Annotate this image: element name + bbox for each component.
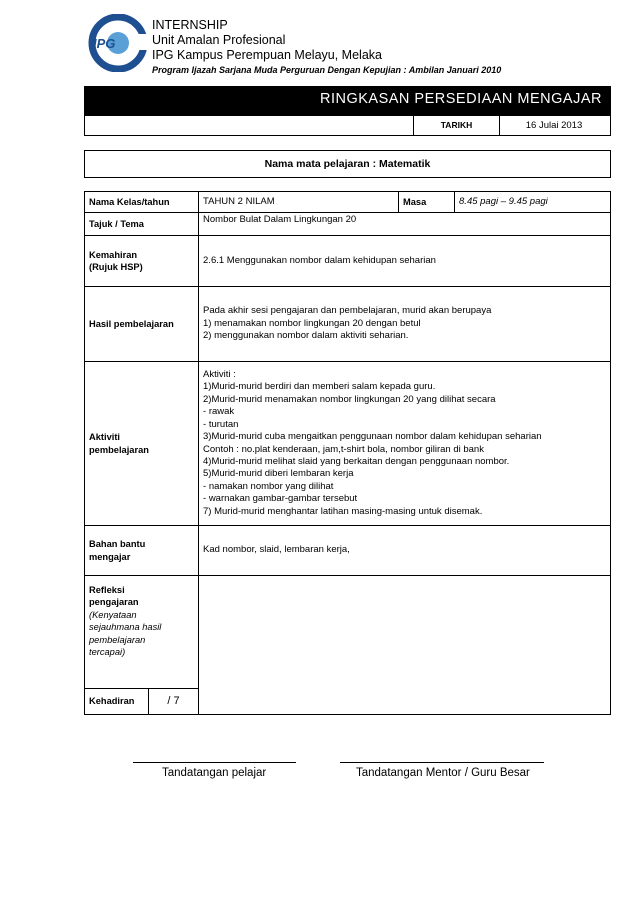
- kemahiran-value: 2.6.1 Menggunakan nombor dalam kehidupan seharian: [199, 236, 611, 287]
- refleksi-label-line2: pengajaran: [89, 597, 139, 608]
- svg-text:IPG: IPG: [93, 36, 116, 51]
- aktiviti-label-line1: Aktiviti: [89, 432, 120, 443]
- aktiviti-line: 4)Murid-murid melihat slaid yang berkaitan dengan penggunaan nombor.: [203, 455, 510, 467]
- aktiviti-value: [199, 362, 611, 526]
- kemahiran-label: [85, 236, 199, 287]
- aktiviti-line: - namakan nombor yang dilihat: [203, 480, 334, 492]
- signature-line-mentor: [340, 762, 544, 763]
- row-tajuk: [85, 213, 611, 236]
- row-hasil: [85, 287, 611, 362]
- refleksi-note: pembelajaran: [89, 634, 146, 645]
- kelas-label: Nama Kelas/tahun: [85, 192, 199, 213]
- aktiviti-line: 3)Murid-murid cuba mengaitkan penggunaan nombor dalam kehidupan seharian: [203, 431, 542, 443]
- title-bar: [84, 86, 611, 116]
- aktiviti-line: 2)Murid-murid menamakan nombor lingkungan 20 yang dilihat secara: [203, 393, 496, 405]
- aktiviti-line: 1)Murid-murid berdiri dan memberi salam kepada guru.: [203, 381, 436, 393]
- header-program: Program Ijazah Sarjana Muda Perguruan Dengan Kepujian : Ambilan Januari 2010: [152, 65, 502, 75]
- masa-label: Masa: [399, 192, 455, 213]
- aktiviti-line: Contoh : no.plat kenderaan, jam,t-shirt bola, nombor giliran di bank: [203, 443, 484, 455]
- aktiviti-line: - rawak: [203, 406, 235, 418]
- lesson-table: [84, 191, 611, 715]
- date-value: 16 Julai 2013: [525, 120, 583, 131]
- ipg-logo: [88, 14, 148, 72]
- aktiviti-label-line2: pembelajaran: [89, 444, 149, 455]
- aktiviti-line: 5)Murid-murid diberi lembaran kerja: [203, 468, 354, 480]
- hasil-label: Hasil pembelajaran: [85, 287, 199, 362]
- row-kemahiran: [85, 236, 611, 287]
- aktiviti-line: - turutan: [203, 418, 239, 430]
- hasil-value: [199, 287, 611, 362]
- aktiviti-line: Aktiviti :: [203, 369, 236, 381]
- header-unit: Unit Amalan Profesional: [152, 33, 286, 47]
- date-label: TARIKH: [413, 116, 500, 135]
- row-aktiviti: [85, 362, 611, 526]
- kehadiran-value: / 7: [149, 689, 199, 715]
- bahan-label: [85, 526, 199, 576]
- page-title: RINGKASAN PERSEDIAAN MENGAJAR: [320, 91, 602, 107]
- signature-line-student: [133, 762, 296, 763]
- signature-label-mentor: Tandatangan Mentor / Guru Besar: [356, 767, 530, 779]
- aktiviti-line: - warnakan gambar-gambar tersebut: [203, 493, 358, 505]
- hasil-line: 1) menamakan nombor lingkungan 20 dengan betul: [203, 317, 421, 329]
- signature-label-student: Tandatangan pelajar: [162, 767, 267, 779]
- aktiviti-label: [85, 362, 199, 526]
- kemahiran-label-line2: (Rujuk HSP): [89, 262, 143, 272]
- row-refleksi: [85, 576, 611, 689]
- row-kelas: [85, 192, 611, 213]
- refleksi-label-line1: Refleksi: [89, 585, 125, 595]
- bahan-value: Kad nombor, slaid, lembaran kerja,: [199, 526, 611, 576]
- refleksi-note: (Kenyataan: [89, 609, 137, 620]
- row-bahan: [85, 526, 611, 576]
- kehadiran-label: Kehadiran: [85, 689, 149, 715]
- bahan-label-line2: mengajar: [89, 551, 131, 562]
- tajuk-label: Tajuk / Tema: [85, 213, 199, 236]
- masa-value: 8.45 pagi – 9.45 pagi: [455, 192, 611, 213]
- subject-title: Nama mata pelajaran : Matematik: [84, 150, 611, 178]
- refleksi-note: sejauhmana hasil: [89, 622, 162, 633]
- tajuk-value: Nombor Bulat Dalam Lingkungan 20: [199, 213, 611, 236]
- date-row: [84, 116, 611, 136]
- kelas-value: TAHUN 2 NILAM: [199, 192, 399, 213]
- hasil-line: 2) menggunakan nombor dalam aktiviti seharian.: [203, 330, 409, 342]
- refleksi-value[interactable]: [199, 576, 611, 715]
- bahan-label-line1: Bahan bantu: [89, 539, 146, 550]
- refleksi-note: tercapai): [89, 647, 126, 658]
- header-campus: IPG Kampus Perempuan Melayu, Melaka: [152, 48, 382, 62]
- aktiviti-line: 7) Murid-murid menghantar latihan masing-masing untuk disemak.: [203, 505, 483, 517]
- refleksi-label: [85, 576, 199, 689]
- kemahiran-label-line1: Kemahiran: [89, 249, 138, 260]
- hasil-line: Pada akhir sesi pengajaran dan pembelajaran, murid akan berupaya: [203, 305, 492, 317]
- header-internship: INTERNSHIP: [152, 18, 228, 32]
